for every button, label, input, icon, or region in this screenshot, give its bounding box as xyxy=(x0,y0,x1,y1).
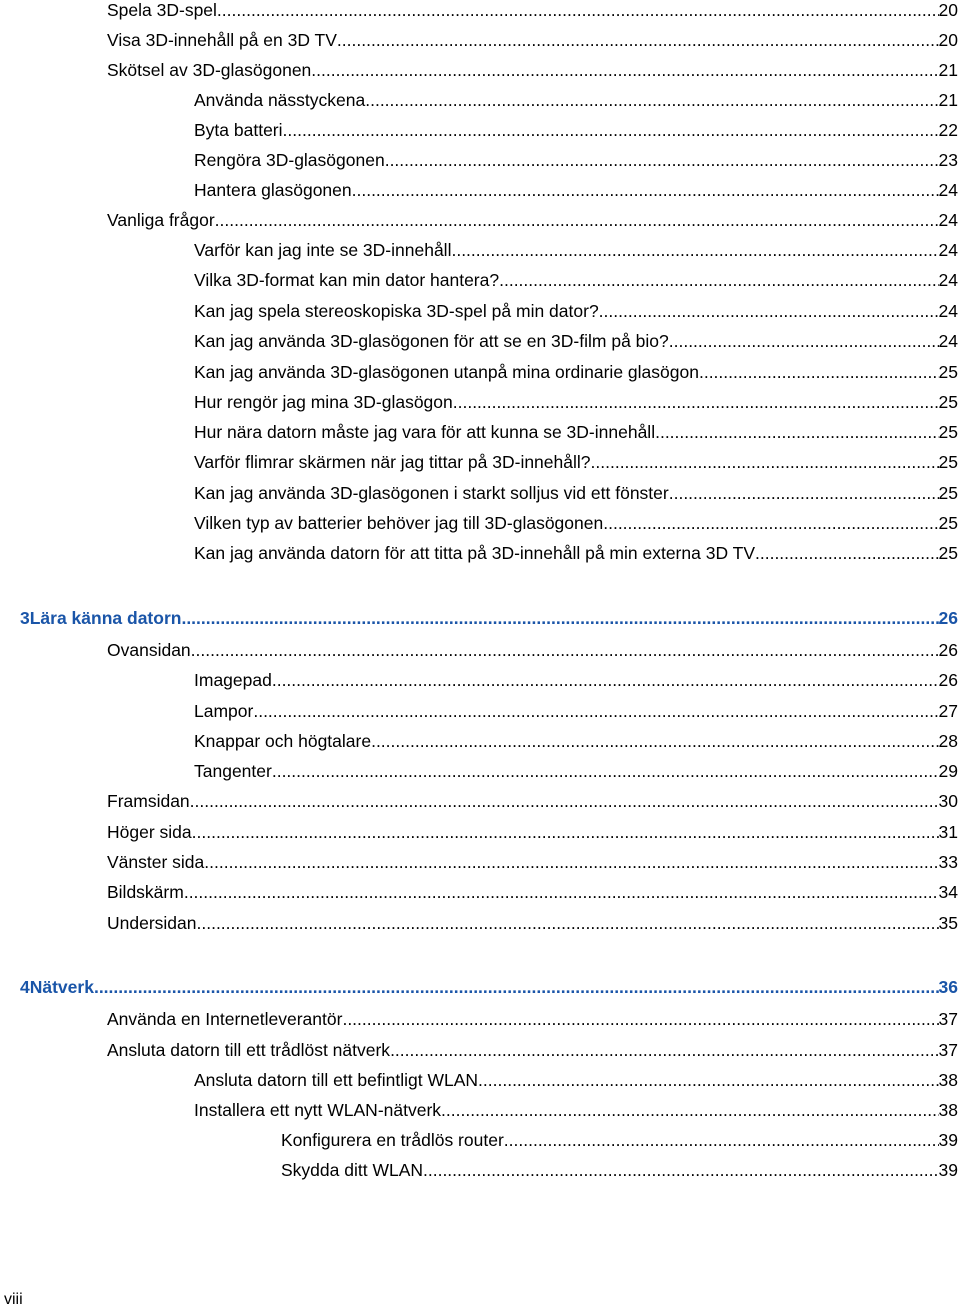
toc-entry-page: 31 xyxy=(938,822,958,842)
toc-entry-stereoskopiska[interactable] xyxy=(194,299,958,323)
toc-entry-page: 24 xyxy=(938,240,958,260)
toc-entry-title: Använda nässtyckena xyxy=(194,90,366,110)
toc-entry-title: Vilka 3D-format kan min dator hantera? xyxy=(194,270,500,290)
toc-entry-utanpa-glasogon[interactable] xyxy=(194,360,958,384)
toc-entry-page: 20 xyxy=(938,30,958,50)
dot-leader xyxy=(371,729,938,753)
dot-leader xyxy=(184,880,939,904)
dot-leader xyxy=(441,1098,938,1122)
toc-entry-hur-rengor[interactable] xyxy=(194,390,958,414)
toc-entry-vanliga-fragor[interactable] xyxy=(107,208,958,232)
toc-entry-title: Bildskärm xyxy=(107,882,184,902)
toc-entry-title: Höger sida xyxy=(107,822,192,842)
chapter-title: Nätverk xyxy=(29,977,94,997)
toc-entry-title: Hur nära datorn måste jag vara för att kunna se 3D-innehåll xyxy=(194,422,656,442)
dot-leader xyxy=(337,28,939,52)
toc-entry-page: 21 xyxy=(938,90,958,110)
dot-leader xyxy=(204,850,938,874)
toc-entry-page: 24 xyxy=(938,331,958,351)
toc-entry-undersidan[interactable] xyxy=(107,911,958,935)
toc-entry-page: 25 xyxy=(938,452,958,472)
toc-entry-title: Varför flimrar skärmen när jag tittar på 3D-innehåll? xyxy=(194,452,591,472)
toc-entry-rengora[interactable] xyxy=(194,148,958,172)
toc-entry-title: Ansluta datorn till ett befintligt WLAN xyxy=(194,1070,479,1090)
dot-leader xyxy=(217,0,939,22)
toc-entry-title: Ansluta datorn till ett trådlöst nätverk xyxy=(107,1040,391,1060)
dot-leader xyxy=(504,1128,939,1152)
toc-entry-title: Vilken typ av batterier behöver jag till 3D-glasögonen xyxy=(194,513,604,533)
dot-leader xyxy=(423,1158,939,1182)
toc-entry-title: Kan jag spela stereoskopiska 3D-spel på min dator? xyxy=(194,301,599,321)
toc-entry-page: 38 xyxy=(938,1100,958,1120)
dot-leader xyxy=(311,58,938,82)
toc-entry-title: Installera ett nytt WLAN-nätverk xyxy=(194,1100,442,1120)
toc-entry-title: Lampor xyxy=(194,701,254,721)
dot-leader xyxy=(215,208,939,232)
dot-leader xyxy=(478,1068,939,1092)
dot-leader xyxy=(603,511,938,535)
toc-entry-title: Skötsel av 3D-glasögonen xyxy=(107,60,312,80)
toc-entry-title: Kan jag använda 3D-glasögonen utanpå mina ordinarie glasögon xyxy=(194,362,699,382)
dot-leader xyxy=(599,299,939,323)
toc-entry-hantera[interactable] xyxy=(194,178,958,202)
toc-entry-lampor[interactable] xyxy=(194,699,958,723)
toc-entry-title: Rengöra 3D-glasögonen xyxy=(194,150,385,170)
dot-leader xyxy=(191,638,939,662)
toc-entry-page: 38 xyxy=(938,1070,958,1090)
dot-leader xyxy=(352,178,939,202)
toc-entry-title: Vänster sida xyxy=(107,852,205,872)
toc-entry-title: Skydda ditt WLAN xyxy=(281,1160,423,1180)
dot-leader xyxy=(499,268,938,292)
toc-entry-befintligt-wlan[interactable] xyxy=(194,1068,958,1092)
chapter-number: 4 xyxy=(20,977,30,997)
toc-entry-nasstyckena[interactable] xyxy=(194,88,958,112)
toc-entry-skydda-wlan[interactable] xyxy=(281,1158,958,1182)
toc-entry-title: Imagepad xyxy=(194,670,272,690)
toc-entry-page: 33 xyxy=(938,852,958,872)
dot-leader xyxy=(755,541,939,565)
toc-entry-bildskarm[interactable] xyxy=(107,880,958,904)
toc-entry-vilka-format[interactable] xyxy=(194,268,958,292)
toc-entry-page: 22 xyxy=(938,120,958,140)
toc-entry-page: 24 xyxy=(938,270,958,290)
toc-entry-page: 25 xyxy=(938,392,958,412)
toc-entry-extern-tv[interactable] xyxy=(194,541,958,565)
toc-entry-title: Knappar och högtalare xyxy=(194,731,372,751)
dot-leader xyxy=(655,420,938,444)
dot-leader xyxy=(365,88,938,112)
toc-entry-title: Undersidan xyxy=(107,913,197,933)
toc-entry-title: Ovansidan xyxy=(107,640,191,660)
toc-entry-internetleverantor[interactable] xyxy=(107,1007,958,1031)
toc-entry-hur-nara[interactable] xyxy=(194,420,958,444)
chapter-page: 36 xyxy=(938,977,958,997)
toc-entry-title: Spela 3D-spel xyxy=(107,0,217,20)
dot-leader xyxy=(272,759,939,783)
toc-entry-page: 37 xyxy=(938,1040,958,1060)
toc-entry-title: Kan jag använda 3D-glasögonen för att se en 3D-film på bio? xyxy=(194,331,669,351)
toc-entry-ansluta-tradlost[interactable] xyxy=(107,1038,958,1062)
toc-entry-flimrar[interactable] xyxy=(194,450,958,474)
toc-entry-framsidan[interactable] xyxy=(107,789,958,813)
toc-entry-visa-3d-innehall[interactable] xyxy=(107,28,958,52)
chapter-number: 3 xyxy=(20,608,30,628)
toc-entry-page: 39 xyxy=(938,1160,958,1180)
toc-entry-spela-3d-spel[interactable] xyxy=(107,0,958,22)
toc-entry-vanster-sida[interactable] xyxy=(107,850,958,874)
toc-entry-title: Kan jag använda datorn för att titta på 3D-innehåll på min externa 3D TV xyxy=(194,543,755,563)
toc-entry-title: Använda en Internetleverantör xyxy=(107,1009,343,1029)
dot-leader xyxy=(385,148,939,172)
dot-leader xyxy=(197,911,939,935)
toc-entry-page: 26 xyxy=(938,670,958,690)
dot-leader xyxy=(591,450,939,474)
dot-leader xyxy=(283,118,939,142)
toc-entry-title: Hantera glasögonen xyxy=(194,180,352,200)
toc-entry-batterier[interactable] xyxy=(194,511,958,535)
dot-leader xyxy=(451,238,938,262)
toc-entry-konfigurera-router[interactable] xyxy=(281,1128,958,1152)
toc-entry-page: 25 xyxy=(938,483,958,503)
toc-entry-page: 37 xyxy=(938,1009,958,1029)
toc-entry-title: Tangenter xyxy=(194,761,272,781)
toc-entry-title: Framsidan xyxy=(107,791,190,811)
chapter-page: 26 xyxy=(938,608,958,628)
dot-leader xyxy=(699,360,939,384)
dot-leader xyxy=(342,1007,938,1031)
toc-entry-byta-batteri[interactable] xyxy=(194,118,958,142)
toc-chapter-3[interactable] xyxy=(20,606,958,630)
toc-entry-tangenter[interactable] xyxy=(194,759,958,783)
toc-entry-knappar[interactable] xyxy=(194,729,958,753)
dot-leader xyxy=(190,789,939,813)
dot-leader xyxy=(192,820,939,844)
toc-entry-solljus[interactable] xyxy=(194,481,958,505)
toc-entry-page: 39 xyxy=(938,1130,958,1150)
toc-entry-page: 35 xyxy=(938,913,958,933)
toc-entry-page: 25 xyxy=(938,362,958,382)
toc-entry-page: 28 xyxy=(938,731,958,751)
toc-entry-skotsel[interactable] xyxy=(107,58,958,82)
dot-leader xyxy=(669,481,939,505)
toc-entry-title: Varför kan jag inte se 3D-innehåll xyxy=(194,240,452,260)
toc-entry-title: Kan jag använda 3D-glasögonen i starkt solljus vid ett fönster xyxy=(194,483,669,503)
toc-entry-page: 24 xyxy=(938,301,958,321)
toc-entry-page: 25 xyxy=(938,422,958,442)
toc-entry-page: 24 xyxy=(938,210,958,230)
toc-entry-nytt-wlan[interactable] xyxy=(194,1098,958,1122)
toc-entry-page: 25 xyxy=(938,543,958,563)
toc-entry-page: 21 xyxy=(938,60,958,80)
dot-leader xyxy=(181,606,938,630)
toc-entry-page: 34 xyxy=(938,882,958,902)
toc-entry-page: 20 xyxy=(938,0,958,20)
toc-entry-page: 29 xyxy=(938,761,958,781)
footer-page-number: viii xyxy=(4,1291,23,1308)
toc-entry-ovansidan[interactable] xyxy=(107,638,958,662)
toc-entry-title: Visa 3D-innehåll på en 3D TV xyxy=(107,30,337,50)
dot-leader xyxy=(272,668,939,692)
toc-entry-page: 26 xyxy=(938,640,958,660)
toc-entry-page: 30 xyxy=(938,791,958,811)
dot-leader xyxy=(94,975,939,999)
toc-entry-page: 27 xyxy=(938,701,958,721)
toc-entry-title: Byta batteri xyxy=(194,120,283,140)
dot-leader xyxy=(253,699,938,723)
toc-entry-title: Hur rengör jag mina 3D-glasögon xyxy=(194,392,453,412)
toc-entry-title: Konfigurera en trådlös router xyxy=(281,1130,504,1150)
toc-entry-page: 23 xyxy=(938,150,958,170)
toc-entry-hoger-sida[interactable] xyxy=(107,820,958,844)
toc-entry-title: Vanliga frågor xyxy=(107,210,215,230)
toc-entry-imagepad[interactable] xyxy=(194,668,958,692)
chapter-title: Lära känna datorn xyxy=(29,608,182,628)
toc-entry-page: 25 xyxy=(938,513,958,533)
toc-entry-varfor-inte-se[interactable] xyxy=(194,238,958,262)
dot-leader xyxy=(669,329,939,353)
dot-leader xyxy=(390,1038,938,1062)
toc-entry-page: 24 xyxy=(938,180,958,200)
toc-entry-film-pa-bio[interactable] xyxy=(194,329,958,353)
dot-leader xyxy=(453,390,939,414)
toc-chapter-4[interactable] xyxy=(20,975,958,999)
